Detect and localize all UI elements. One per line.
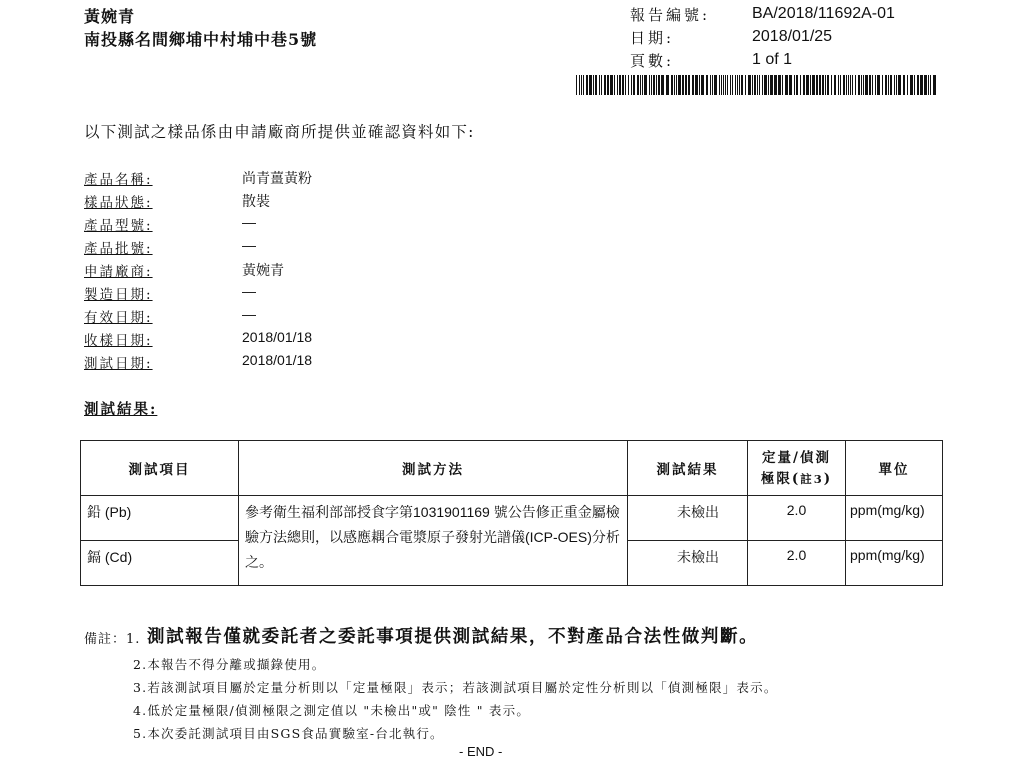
header-test-result: 測試結果 xyxy=(628,441,748,496)
note-3: 3.若該測試項目屬於定量分析則以「定量極限」表示；若該測試項目屬於定性分析則以「偵測極限」表示。 xyxy=(133,680,778,695)
sample-state-label: 樣品狀態: xyxy=(84,195,153,211)
results-table xyxy=(80,440,943,586)
expiry-date-label: 有效日期: xyxy=(84,310,153,326)
row-result-pb: 未檢出 xyxy=(628,496,748,541)
header-limit xyxy=(748,441,846,496)
row-limit-cd: 2.0 xyxy=(748,541,846,586)
manufacture-date-label: 製造日期: xyxy=(84,287,153,303)
test-date-value: 2018/01/18 xyxy=(242,352,313,368)
note-2: 2.本報告不得分離或擷錄使用。 xyxy=(133,657,326,672)
manufacture-date-value: — xyxy=(242,283,256,299)
client-address: 南投縣名間鄉埔中村埔中巷5號 xyxy=(84,30,318,49)
row-method: 參考衛生福利部部授食字第1031901169 號公告修正重金屬檢驗方法總則，以感應耦合電漿原子發射光譜儀(ICP-OES)分析之。 xyxy=(239,496,628,586)
table-row xyxy=(81,496,943,541)
product-name-label: 產品名稱: xyxy=(84,172,153,188)
header-limit-note: 註3 xyxy=(800,472,824,486)
product-model-value: — xyxy=(242,214,256,230)
client-name: 黃婉青 xyxy=(84,7,136,26)
header-limit-line1: 定量/偵測 xyxy=(762,450,831,466)
row-result-cd: 未檢出 xyxy=(628,541,748,586)
barcode xyxy=(576,75,936,95)
batch-number-label: 產品批號: xyxy=(84,241,153,257)
batch-number-value: — xyxy=(242,237,256,253)
notes-label: 備註：1. xyxy=(84,632,141,647)
applicant-value: 黃婉青 xyxy=(242,262,284,278)
note-5: 5.本次委託測試項目由SGS食品實驗室-台北執行。 xyxy=(133,726,444,741)
expiry-date-value: — xyxy=(242,306,256,322)
test-date-label: 測試日期: xyxy=(84,356,153,372)
header-unit: 單位 xyxy=(846,441,943,496)
header-limit-close: ) xyxy=(823,471,833,487)
note-1: 測試報告僅就委託者之委託事項提供測試結果，不對產品合法性做判斷。 xyxy=(147,627,759,647)
sample-state-value: 散裝 xyxy=(242,193,270,209)
received-date-label: 收樣日期: xyxy=(84,333,153,349)
header-test-method: 測試方法 xyxy=(239,441,628,496)
table-header-row xyxy=(81,441,943,496)
applicant-label: 申請廠商: xyxy=(84,264,153,280)
intro-text: 以下測試之樣品係由申請廠商所提供並確認資料如下: xyxy=(84,123,475,141)
header-limit-line2: 極限( xyxy=(760,471,801,487)
row-limit-pb: 2.0 xyxy=(748,496,846,541)
row-unit-cd: ppm(mg/kg) xyxy=(846,541,943,586)
page-count: 1 of 1 xyxy=(752,51,793,68)
end-marker: - END - xyxy=(459,744,503,759)
header-test-item: 測試項目 xyxy=(81,441,239,496)
report-number-label: 報告編號: xyxy=(630,6,711,24)
row-item-pb: 鉛 (Pb) xyxy=(81,496,239,541)
received-date-value: 2018/01/18 xyxy=(242,329,313,345)
product-name-value: 尚青薑黃粉 xyxy=(242,170,312,186)
report-number: BA/2018/11692A-01 xyxy=(752,5,895,22)
note-4: 4.低於定量極限/偵測極限之測定值以 "未檢出"或" 陰性 " 表示。 xyxy=(133,703,531,718)
report-date-label: 日期: xyxy=(630,29,675,47)
row-unit-pb: ppm(mg/kg) xyxy=(846,496,943,541)
page-count-label: 頁數: xyxy=(630,52,675,70)
product-model-label: 產品型號: xyxy=(84,218,153,234)
report-date: 2018/01/25 xyxy=(752,28,833,45)
results-title: 測試結果: xyxy=(84,401,158,418)
row-item-cd: 鎘 (Cd) xyxy=(81,541,239,586)
